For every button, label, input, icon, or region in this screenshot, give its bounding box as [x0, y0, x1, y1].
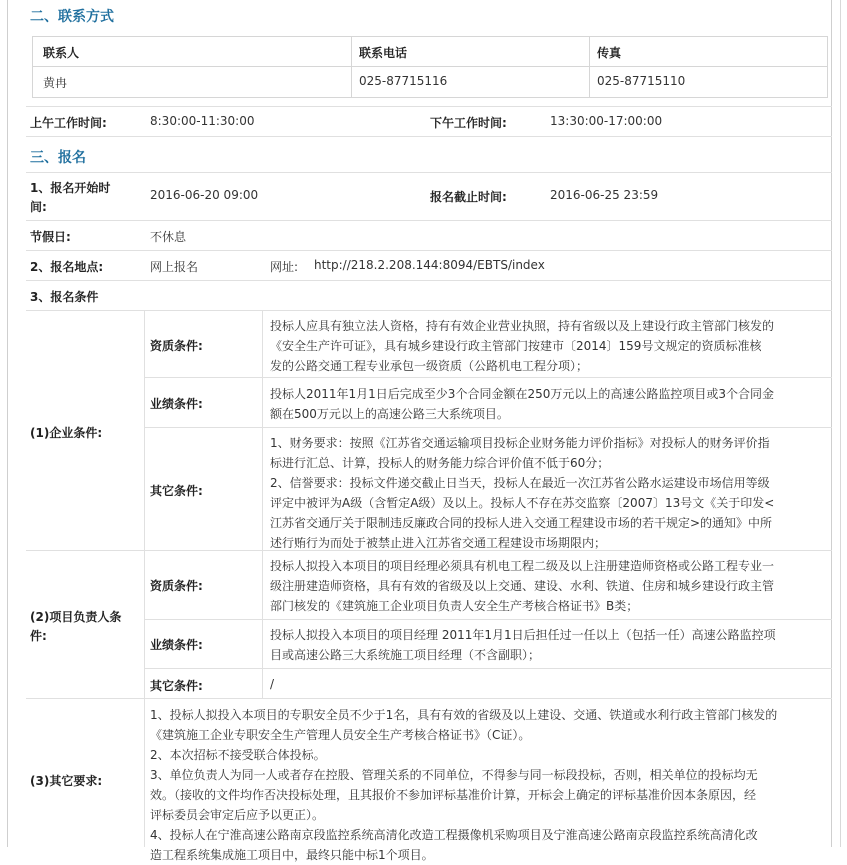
text-line: 投标人拟投入本项目的项目经理必须具有机电工程二级及以上注册建造师资格或公路工程专业一 — [270, 559, 775, 573]
contact-col-divider — [589, 37, 590, 97]
holiday-label: 节假日: — [30, 230, 71, 244]
divider — [144, 427, 832, 428]
enterprise-qual-text — [270, 316, 830, 376]
other-requirements-text — [150, 705, 830, 865]
text-line: 评定中被评为A级（含暂定A级）及以上。投标人不存在苏交监察〔2007〕13号文《关于印发< — [270, 496, 775, 510]
column-divider — [262, 310, 263, 550]
manager-perf-label: 业绩条件: — [150, 638, 203, 652]
signup-start-label-cont: 间: — [30, 200, 47, 214]
contact-row-divider — [33, 66, 827, 67]
header-fax: 传真 — [597, 46, 622, 60]
enterprise-perf-label: 业绩条件: — [150, 397, 203, 411]
text-line: 1、财务要求：按照《江苏省交通运输项目投标企业财务能力评价指标》对投标人的财务评价指 — [270, 436, 770, 450]
text-line: 江苏省交通厅关于限制违反廉政合同的投标人进入交通工程建设市场的若干规定>的通知》中所 — [270, 516, 773, 530]
text-line: 1、投标人拟投入本项目的专职安全员不少于1名，具有有效的省级及以上建设、交通、铁道或水利行政主管部门核发的 — [150, 708, 778, 722]
text-line: 目或高速公路三大系统施工项目经理（不含副职）； — [270, 648, 541, 662]
divider — [26, 310, 832, 311]
divider — [26, 172, 832, 173]
signup-place-label: 2、报名地点: — [30, 260, 104, 274]
signup-url-link[interactable]: http://218.2.208.144:8094/EBTS/index — [314, 258, 545, 272]
signup-start-label: 1、报名开始时 — [30, 181, 111, 195]
divider — [144, 619, 832, 620]
other-requirements-label: (3)其它要求: — [30, 774, 103, 788]
text-line: 效。（接收的文件均作否决投标处理，且其报价不参加评标基准价计算，开标会上确定的评标基准价因本条原因，经 — [150, 788, 757, 802]
signup-end-value: 2016-06-25 23:59 — [550, 188, 659, 202]
signup-end-label: 报名截止时间: — [430, 190, 507, 204]
enterprise-other-label: 其它条件: — [150, 484, 203, 498]
content-frame — [7, 0, 832, 862]
divider — [26, 136, 832, 137]
section-title-signup: 三、报名 — [30, 150, 86, 166]
enterprise-perf-text — [270, 384, 830, 424]
conditions-label: 3、报名条件 — [30, 290, 99, 304]
column-divider — [262, 550, 263, 698]
cell-contact-person: 黄冉 — [43, 76, 68, 90]
text-line: 造工程系统集成施工项目中，最终只能中标1个项目。 — [150, 848, 434, 862]
divider — [26, 550, 832, 551]
manager-perf-text — [270, 625, 830, 665]
signup-url-label: 网址: — [270, 260, 299, 274]
divider — [144, 668, 832, 669]
text-line: 《建筑施工企业专职安全生产管理人员安全生产考核合格证书》（C证）。 — [150, 728, 531, 742]
text-line: 3、单位负责人为同一人或者存在控股、管理关系的不同单位，不得参与同一标段投标，否则，相关单位的投标均无 — [150, 768, 758, 782]
enterprise-other-text — [270, 433, 830, 553]
contact-table — [32, 36, 828, 98]
text-line: 投标人拟投入本项目的项目经理 2011年1月1日后担任过一任以上（包括一任）高速公路监控项 — [270, 628, 776, 642]
text-line: 述行贿行为而处于被禁止进入江苏省交通工程建设市场期限内； — [270, 536, 607, 550]
manager-other-label: 其它条件: — [150, 679, 203, 693]
column-divider — [144, 550, 145, 698]
text-line: 发的公路交通工程专业承包一级资质（公路机电工程分项）； — [270, 359, 589, 373]
enterprise-conditions-label: (1)企业条件: — [30, 426, 103, 440]
manager-conditions-label-cont: 件: — [30, 629, 47, 643]
text-line: 额在500万元以上的高速公路三大系统项目。 — [270, 407, 509, 421]
pm-hours-label: 下午工作时间: — [430, 116, 507, 130]
divider — [26, 250, 832, 251]
manager-qual-label: 资质条件: — [150, 579, 203, 593]
am-hours-label: 上午工作时间: — [30, 116, 107, 130]
header-contact-person: 联系人 — [43, 46, 80, 60]
divider — [26, 698, 832, 699]
column-divider — [144, 310, 145, 550]
text-line: 投标人应具有独立法人资格，持有有效企业营业执照，持有省级以及上建设行政主管部门核发的 — [270, 319, 775, 333]
manager-other-value: / — [270, 677, 275, 691]
signup-place-value: 网上报名 — [150, 260, 199, 274]
text-line: 《安全生产许可证》，具有城乡建设行政主管部门按建市〔2014〕159号文规定的资质标准核 — [270, 339, 762, 353]
manager-qual-text — [270, 556, 830, 616]
text-line: 投标人2011年1月1日后完成至少3个合同金额在250万元以上的高速公路监控项目或3个合同金 — [270, 387, 774, 401]
divider — [144, 377, 832, 378]
pm-hours-value: 13:30:00-17:00:00 — [550, 114, 663, 128]
text-line: 2、本次招标不接受联合体投标。 — [150, 748, 326, 762]
cell-fax: 025-87715110 — [597, 74, 686, 88]
am-hours-value: 8:30:00-11:30:00 — [150, 114, 255, 128]
text-line: 标进行汇总、计算，投标人的财务能力综合评价值不低于60分； — [270, 456, 610, 470]
divider — [26, 220, 832, 221]
cell-phone: 025-87715116 — [359, 74, 448, 88]
scroll-edge — [840, 0, 841, 847]
text-line: 级注册建造师资格，具有有效的省级及以上交通、建设、水利、铁道、住房和城乡建设行政主管 — [270, 579, 775, 593]
holiday-value: 不休息 — [150, 230, 187, 244]
divider — [26, 106, 832, 107]
section-title-contact: 二、联系方式 — [30, 9, 114, 25]
column-divider — [144, 698, 145, 847]
divider — [26, 280, 832, 281]
header-phone: 联系电话 — [359, 46, 408, 60]
manager-conditions-label: (2)项目负责人条 — [30, 610, 122, 624]
contact-col-divider — [351, 37, 352, 97]
text-line: 4、投标人在宁淮高速公路南京段监控系统高清化改造工程摄像机采购项目及宁淮高速公路南京段监控系统高清化改 — [150, 828, 758, 842]
text-line: 2、信誉要求：投标文件递交截止日当天，投标人在最近一次江苏省公路水运建设市场信用等级 — [270, 476, 770, 490]
enterprise-qual-label: 资质条件: — [150, 339, 203, 353]
text-line: 评标委员会审定后应予以更正）。 — [150, 808, 325, 822]
signup-start-value: 2016-06-20 09:00 — [150, 188, 259, 202]
text-line: 部门核发的《建筑施工企业项目负责人安全生产考核合格证书》B类； — [270, 599, 639, 613]
